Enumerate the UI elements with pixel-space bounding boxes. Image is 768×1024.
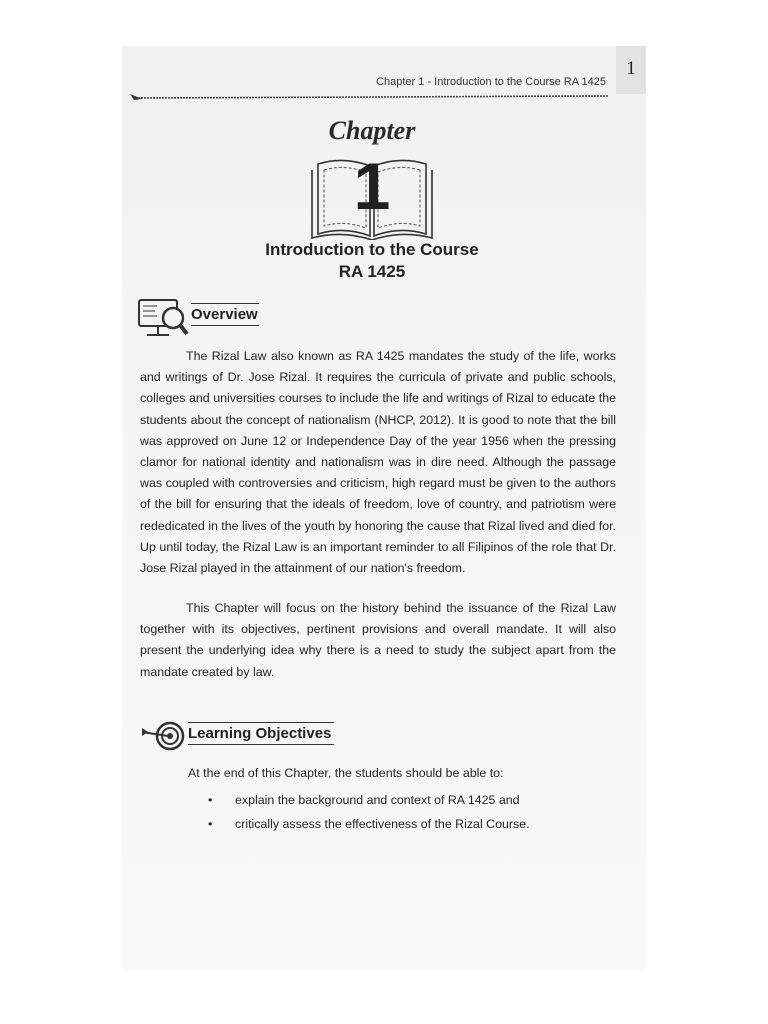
chapter-title-line-2: RA 1425 xyxy=(338,262,406,281)
objectives-list xyxy=(208,788,530,836)
header-rule-pen-icon xyxy=(128,92,610,102)
overview-paragraph-1: The Rizal Law also known as RA 1425 mandates the study of the life, works and writings of Dr. Jose Rizal. It requires the curricula of private and public schools, colleges and universities courses to include the life and writings of Rizal to educate the students about the concept of nationalism (NHCP, 2012). It is good to note that the bill was approved on June 12 or Independence Day of the year 1956 when the pressing clamor for national identity and nationalism was in dire need. Although the passage was coupled with controversies and criticism, high regard must be given to the authors of the bill for ensuring that the ideals of freedom, love of country, and patriotism were rededicated in the lives of the youth by honoring the cause that Rizal lived and died for. Up until today, the Rizal Law is an important reminder to all Filipinos of the role that Dr. Jose Rizal played in the attainment of our nation's freedom. xyxy=(140,349,616,576)
learning-objectives-heading: Learning Objectives xyxy=(188,722,334,745)
chapter-label: Chapter xyxy=(328,116,416,145)
computer-magnifier-icon xyxy=(137,298,189,340)
list-item xyxy=(208,812,530,836)
objectives-intro: At the end of this Chapter, the students should be able to: xyxy=(188,766,504,780)
overview-heading: Overview xyxy=(191,303,259,326)
page-number: 1 xyxy=(626,58,636,79)
target-arrow-icon xyxy=(140,720,186,752)
list-item xyxy=(208,788,530,812)
objective-text: explain the background and context of RA 1425 and xyxy=(235,793,520,807)
chapter-title xyxy=(200,239,544,283)
running-head: Chapter 1 - Introduction to the Course RA 1425 xyxy=(376,76,606,88)
chapter-title-line-1: Introduction to the Course xyxy=(265,240,479,259)
bullet: • xyxy=(208,793,213,807)
overview-paragraph-2: This Chapter will focus on the history behind the issuance of the Rizal Law together with its objectives, pertinent provisions and overall mandate. It will also present the underlying idea why there is a need to study the subject apart from the mandate created by law. xyxy=(140,601,616,679)
bullet: • xyxy=(208,817,213,831)
chapter-number: 1 xyxy=(353,149,391,223)
objective-text: critically assess the effectiveness of the Rizal Course. xyxy=(235,817,530,831)
